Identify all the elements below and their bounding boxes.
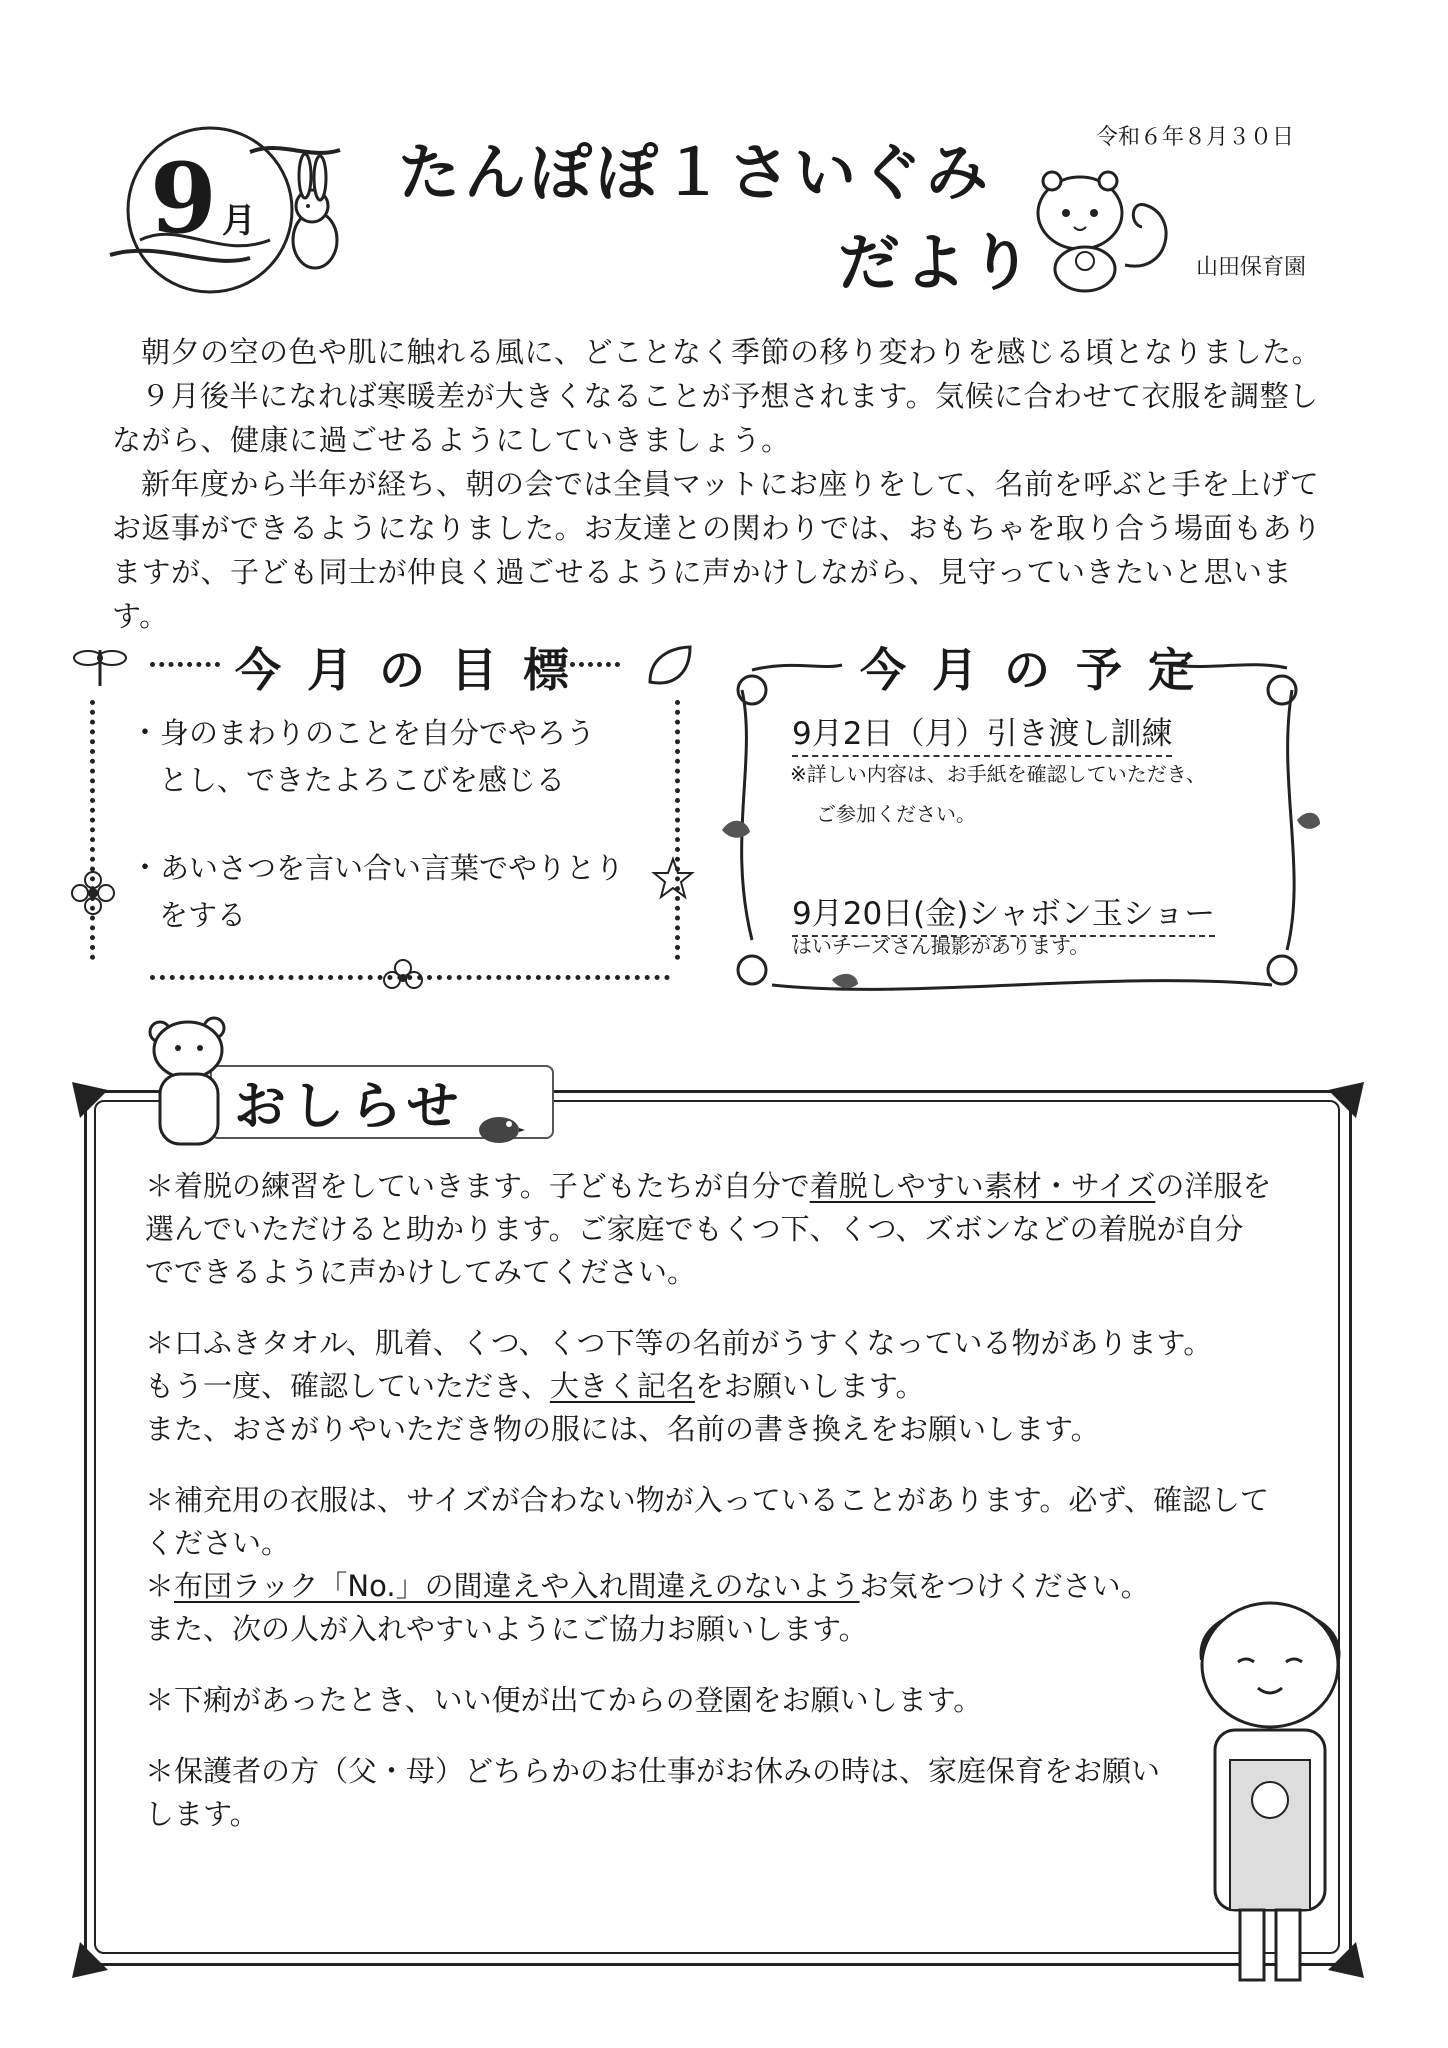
event-note: はいチーズさん撮影があります。 bbox=[792, 934, 1090, 958]
notice-item bbox=[145, 1679, 1325, 1722]
event-title: 9月2日（月）引き渡し訓練 bbox=[792, 708, 1172, 757]
notice-text: 補充用の衣服は、サイズが合わない物が入っていることがあります。必ず、確認して bbox=[174, 1483, 1270, 1517]
header bbox=[0, 0, 1448, 310]
goal-item bbox=[130, 710, 679, 803]
title-line-2: だより bbox=[838, 226, 1037, 299]
intro-text bbox=[112, 330, 1328, 638]
event-note: ご参加ください。 bbox=[816, 802, 976, 826]
goal-line: をする bbox=[159, 898, 247, 932]
event-title: 9月20日(金)シャボン玉ショー bbox=[792, 888, 1215, 937]
notice-text: 着脱の練習をしていきます。子どもたちが自分で bbox=[174, 1169, 810, 1203]
notice-mark: ＊ bbox=[145, 1569, 175, 1603]
notice-text: また、おさがりやいただき物の服には、名前の書き換えをお願いします。 bbox=[145, 1412, 1100, 1446]
leaf-icon bbox=[645, 642, 695, 692]
goals-heading: 今月の目標 bbox=[235, 643, 595, 697]
child-illustration bbox=[1170, 1570, 1370, 1990]
intro-paragraph: ９月後半になれば寒暖差が大きくなることが予想されます。気候に合わせて衣服を調整しながら、健康に過ごせるようにしていきましょう。 bbox=[112, 379, 1319, 457]
notice-heading: おしらせ bbox=[234, 1077, 465, 1137]
bear-illustration bbox=[140, 1010, 250, 1150]
intro-paragraph: 朝夕の空の色や肌に触れる風に、どことなく季節の移り変わりを感じる頃となりました。 bbox=[141, 335, 1322, 369]
schedule-box bbox=[712, 640, 1322, 1020]
notice-text: をお願いします。 bbox=[694, 1369, 925, 1403]
notice-item bbox=[145, 1322, 1325, 1451]
notice-item bbox=[145, 1565, 1325, 1651]
notice-text: の洋服を bbox=[1155, 1169, 1272, 1203]
notice-text: でできるように声かけしてみてください。 bbox=[145, 1255, 697, 1289]
intro-paragraph: 新年度から半年が経ち、朝の会では全員マットにお座りをして、名前を呼ぶと手を上げてお返事ができるようになりました。お友達との関わりでは、おもちゃを取り合う場面もありますが、子ども同士が仲良く過ごせるように声かけしながら、見守っていきたいと思います。 bbox=[112, 467, 1322, 633]
goal-bullet: ・ bbox=[130, 851, 160, 886]
notice-text: もう一度、確認していただき、 bbox=[145, 1369, 550, 1403]
notice-text: します。 bbox=[145, 1797, 259, 1831]
goal-item bbox=[130, 845, 699, 938]
squirrel-illustration bbox=[1030, 165, 1180, 295]
corner-ornament-icon bbox=[1326, 1080, 1366, 1120]
notice-item bbox=[145, 1750, 1234, 1836]
notice-mark: ＊ bbox=[145, 1683, 175, 1717]
flower-icon bbox=[380, 958, 426, 998]
notice-text: 保護者の方（父・母）どちらかのお仕事がお休みの時は、家庭保育をお願い bbox=[174, 1754, 1161, 1788]
issue-date: 令和６年８月３０日 bbox=[1096, 125, 1295, 150]
bird-icon bbox=[475, 1110, 525, 1146]
school-name: 山田保育園 bbox=[1196, 255, 1307, 280]
notice-section bbox=[70, 1010, 1370, 2010]
month-badge bbox=[150, 142, 256, 255]
notice-mark: ＊ bbox=[145, 1483, 175, 1517]
corner-ornament-icon bbox=[70, 1080, 110, 1120]
notice-text: 下痢があったとき、いい便が出てからの登園をお願いします。 bbox=[174, 1683, 983, 1717]
notice-item bbox=[145, 1165, 1325, 1294]
goal-line: とし、できたよろこびを感じる bbox=[159, 763, 566, 797]
event-note: ※詳しい内容は、お手紙を確認していただき、 bbox=[790, 762, 1206, 786]
notice-mark: ＊ bbox=[145, 1169, 175, 1203]
title-line-1: たんぽぽ１さいぐみ bbox=[398, 136, 993, 209]
flower-icon bbox=[70, 870, 116, 916]
notice-text: 口ふきタオル、肌着、くつ、くつ下等の名前がうすくなっている物があります。 bbox=[174, 1326, 1213, 1360]
notice-mark: ＊ bbox=[145, 1326, 175, 1360]
notice-text-underlined: 大きく記名 bbox=[549, 1369, 695, 1403]
notice-text: また、次の人が入れやすいようにご協力お願いします。 bbox=[145, 1612, 868, 1646]
notice-mark: ＊ bbox=[145, 1754, 175, 1788]
notice-text: ください。 bbox=[145, 1526, 291, 1560]
notice-text-underlined: 着脱しやすい素材・サイズ bbox=[809, 1169, 1156, 1203]
goals-box bbox=[70, 640, 690, 1000]
divider bbox=[150, 662, 220, 667]
goal-line: 身のまわりのことを自分でやろう bbox=[160, 716, 596, 750]
corner-ornament-icon bbox=[70, 1940, 110, 1980]
notice-text: 選んでいただけると助かります。ご家庭でもくつ下、くつ、ズボンなどの着脱が自分 bbox=[145, 1212, 1244, 1246]
notice-text: お気をつけください。 bbox=[859, 1569, 1150, 1603]
notice-item bbox=[145, 1479, 1325, 1565]
schedule-heading: 今月の予定 bbox=[860, 643, 1220, 697]
divider bbox=[90, 700, 95, 960]
notice-text-underlined: 布団ラック「No.」の間違えや入れ間違えのないよう bbox=[174, 1569, 860, 1603]
dragonfly-icon bbox=[70, 640, 130, 690]
notice-list bbox=[145, 1165, 1325, 1836]
goal-line: あいさつを言い合い言葉でやりとり bbox=[160, 851, 625, 885]
month-number: 9 bbox=[150, 142, 217, 255]
month-kanji: 月 bbox=[221, 201, 256, 241]
goal-bullet: ・ bbox=[130, 716, 160, 751]
